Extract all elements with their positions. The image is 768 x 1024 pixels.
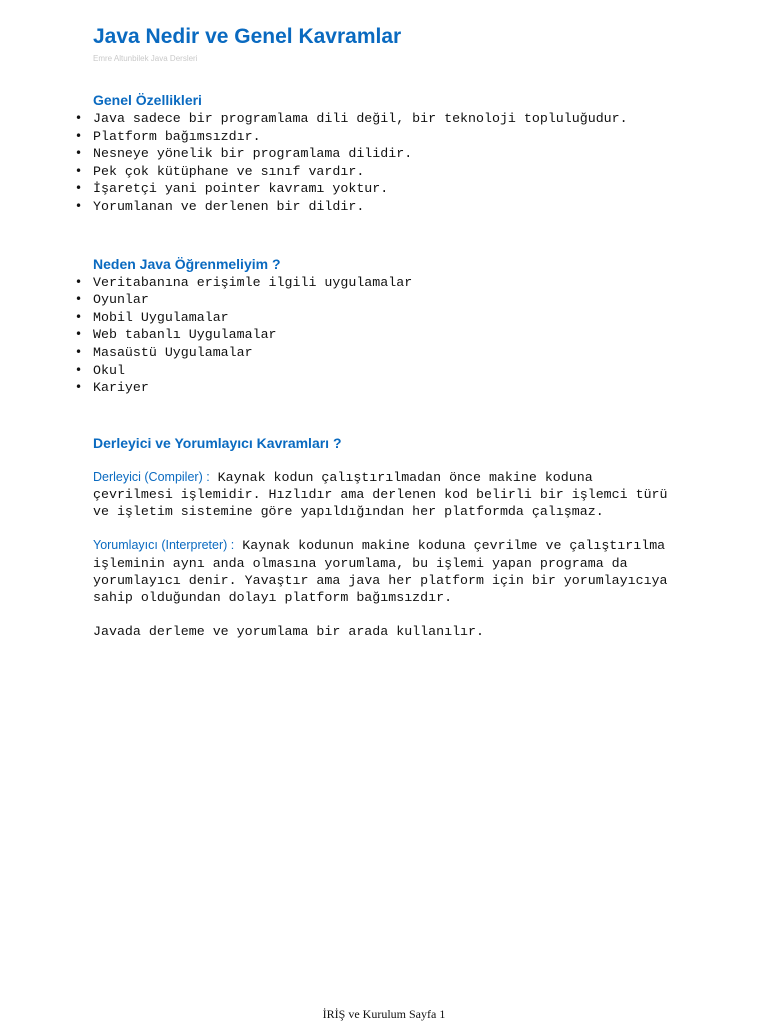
list-neden-java — [93, 274, 733, 397]
list-item: • Web tabanlı Uygulamalar — [93, 326, 733, 344]
derleyici-paragraph — [93, 469, 733, 521]
paragraph-line: Kaynak kodun çalıştırılmadan önce makine koduna — [217, 469, 593, 485]
page-title: Java Nedir ve Genel Kavramlar — [93, 25, 402, 48]
document-content — [93, 22, 733, 640]
paragraph-line: sahip olduğundan dolayı platform bağımsızdır. — [93, 589, 453, 605]
yorumlayici-term: Yorumlayıcı (Interpreter) : — [93, 538, 235, 553]
yorumlayici-paragraph — [93, 537, 733, 606]
paragraph-line: yorumlayıcı denir. Yavaştır ama java her platform için bir yorumlayıcıya — [93, 572, 668, 588]
paragraph-line: işleminin aynı anda olmasına yorumlama, bu işlemi yapan programa da — [93, 555, 628, 571]
list-item: • Java sadece bir programlama dili değil, bir teknoloji topluluğudur. — [93, 110, 733, 128]
author-subtitle: Emre Altunbilek Java Dersleri — [93, 54, 198, 63]
heading-derleyici-yorumlayici: Derleyici ve Yorumlayıcı Kavramları ? — [93, 434, 342, 451]
page-footer: İRİŞ ve Kurulum Sayfa 1 — [322, 1007, 446, 1021]
list-item: • Mobil Uygulamalar — [93, 309, 733, 327]
list-item: • İşaretçi yani pointer kavramı yoktur. — [93, 180, 733, 198]
closing-sentence: Javada derleme ve yorumlama bir arada kullanılır. — [93, 624, 484, 640]
paragraph-line: çevrilmesi işlemidir. Hızlıdır ama derlenen kod belirli bir işlemci türü — [93, 486, 668, 502]
list-item: • Veritabanına erişimle ilgili uygulamalar — [93, 274, 733, 292]
list-item: • Pek çok kütüphane ve sınıf vardır. — [93, 163, 733, 181]
list-item: • Platform bağımsızdır. — [93, 128, 733, 146]
paragraph-line: Kaynak kodunun makine koduna çevrilme ve çalıştırılma — [234, 538, 666, 554]
list-item: • Nesneye yönelik bir programlama dilidir. — [93, 145, 733, 163]
list-item: • Masaüstü Uygulamalar — [93, 344, 733, 362]
heading-neden-java: Neden Java Öğrenmeliyim ? — [93, 255, 281, 272]
derleyici-term: Derleyici (Compiler) : — [93, 469, 210, 484]
list-item: • Kariyer — [93, 379, 733, 397]
paragraph-line: ve işletim sistemine göre yapıldığından her platformda çalışmaz. — [93, 504, 604, 520]
list-item: • Okul — [93, 362, 733, 380]
list-item: • Yorumlanan ve derlenen bir dildir. — [93, 198, 733, 216]
heading-genel-ozellikleri: Genel Özellikleri — [93, 92, 202, 108]
list-genel-ozellikleri — [93, 110, 733, 216]
list-item: • Oyunlar — [93, 291, 733, 309]
